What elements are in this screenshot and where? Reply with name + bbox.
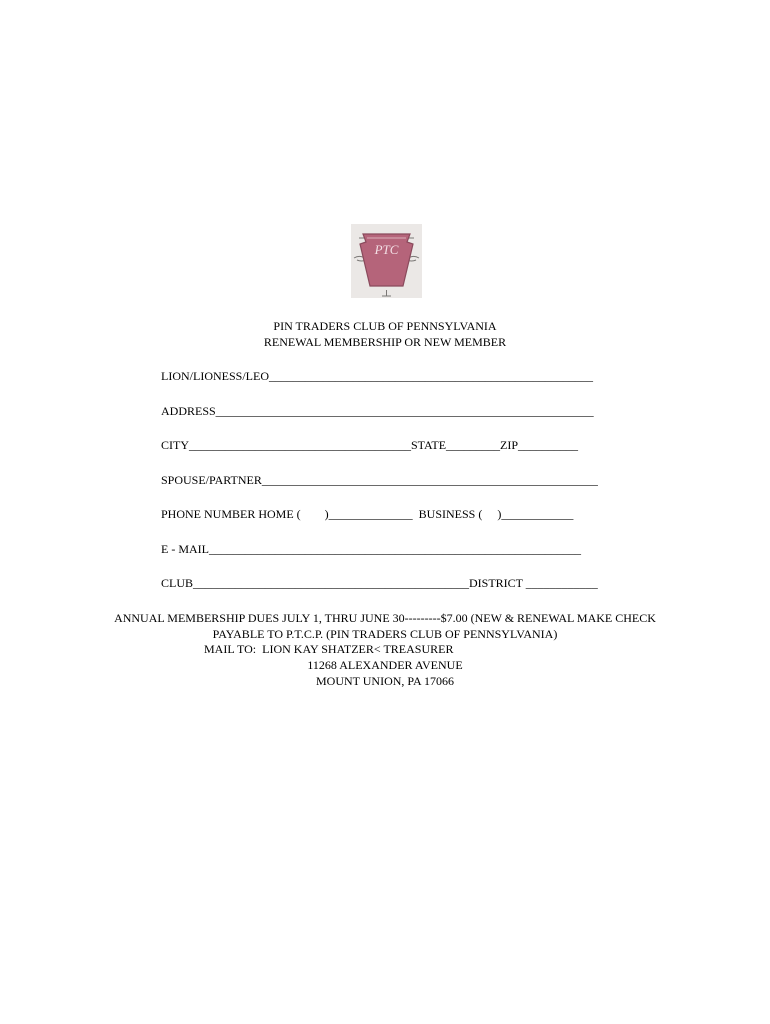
form-subtitle: RENEWAL MEMBERSHIP OR NEW MEMBER	[263, 335, 507, 349]
dues-text: ANNUAL MEMBERSHIP DUES JULY 1, THRU JUNE 30---------$7.00 (NEW & RENEWAL MAKE CHECK	[114, 611, 656, 625]
street-address: 11268 ALEXANDER AVENUE	[307, 658, 463, 672]
form-title: PIN TRADERS CLUB OF PENNSYLVANIA	[273, 319, 497, 333]
city-state-zip-field[interactable]: CITY_____________________________________STATE_________ZIP__________	[161, 438, 579, 452]
payable-text: PAYABLE TO P.T.C.P. (PIN TRADERS CLUB OF PENNSYLVANIA)	[212, 627, 558, 641]
city-address: MOUNT UNION, PA 17066	[315, 674, 455, 688]
spouse-field[interactable]: SPOUSE/PARTNER________________________________________________________	[161, 473, 598, 487]
mail-to-text: MAIL TO: LION KAY SHATZER< TREASURER	[204, 642, 454, 656]
name-field[interactable]: LION/LIONESS/LEO______________________________________________________	[161, 369, 593, 383]
logo-initials: PTC	[374, 242, 399, 257]
club-logo	[351, 224, 422, 298]
club-district-field[interactable]: CLUB______________________________________________DISTRICT ____________	[161, 576, 598, 590]
email-field[interactable]: E - MAIL______________________________________________________________	[161, 542, 581, 556]
address-field[interactable]: ADDRESS_______________________________________________________________	[161, 404, 594, 418]
phone-field[interactable]: PHONE NUMBER HOME ( )______________ BUSINESS ( )____________	[161, 507, 574, 521]
